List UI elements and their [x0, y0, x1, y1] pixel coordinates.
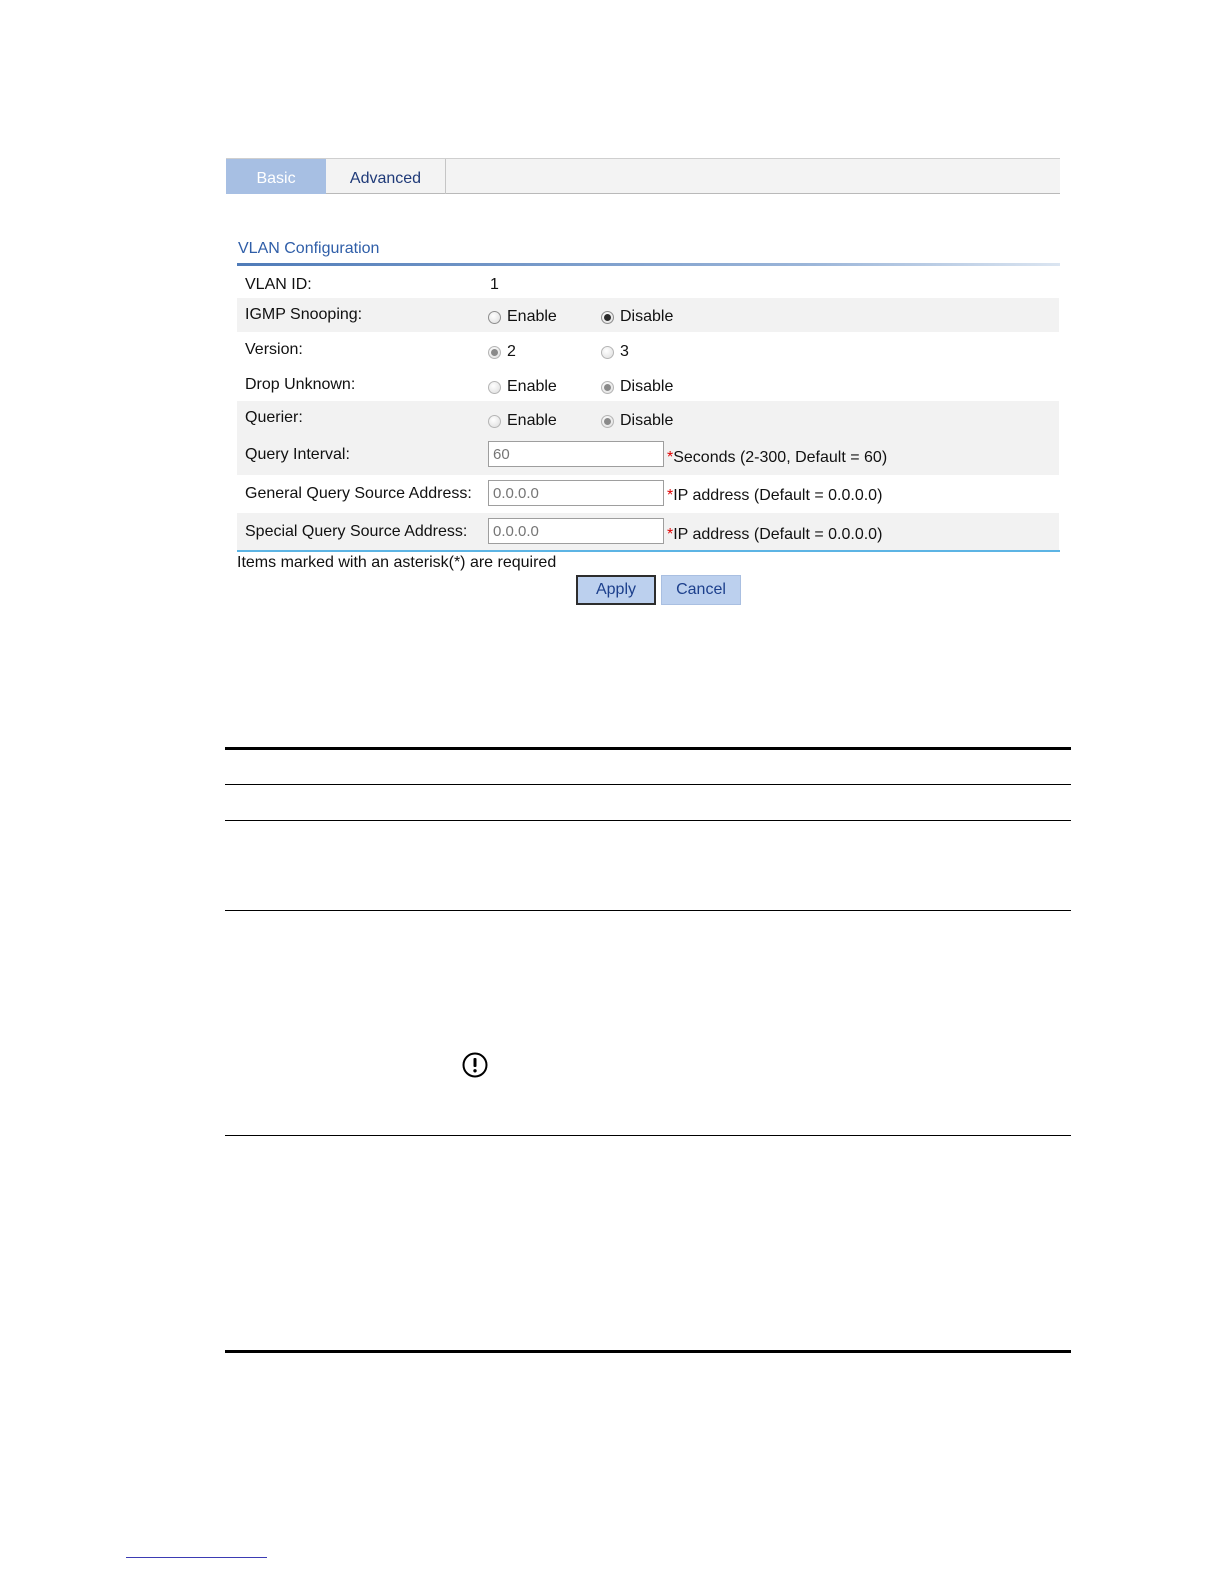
- table-top-rule: [225, 747, 1071, 750]
- row-vlan-id: [237, 268, 1059, 298]
- section-title-rule: [237, 263, 1060, 266]
- table-row-rule: [225, 910, 1071, 911]
- igmp-disable-option[interactable]: [601, 308, 673, 326]
- version-3-label: 3: [620, 343, 629, 360]
- cancel-button[interactable]: Cancel: [661, 575, 741, 605]
- required-asterisk: *: [667, 487, 674, 504]
- querier-disable-option[interactable]: [601, 412, 673, 430]
- drop-disable-radio[interactable]: [601, 381, 614, 394]
- tab-bar: [226, 158, 1060, 194]
- version-2-radio[interactable]: [488, 346, 501, 359]
- general-query-source-label: General Query Source Address:: [245, 485, 472, 502]
- igmp-disable-radio[interactable]: [601, 311, 614, 324]
- vlan-id-value: 1: [490, 276, 499, 293]
- row-version: [237, 332, 1059, 367]
- row-drop-unknown: [237, 367, 1059, 401]
- required-asterisk: *: [667, 449, 674, 466]
- required-note: Items marked with an asterisk(*) are required: [237, 554, 557, 571]
- table-row-rule: [225, 1135, 1071, 1136]
- igmp-disable-label: Disable: [620, 308, 674, 325]
- query-interval-hint: [667, 449, 887, 467]
- querier-disable-radio[interactable]: [601, 415, 614, 428]
- row-querier: [237, 401, 1059, 436]
- querier-disable-label: Disable: [620, 412, 674, 429]
- drop-unknown-label: Drop Unknown:: [245, 376, 356, 393]
- tab-basic[interactable]: Basic: [226, 159, 326, 194]
- table-header-rule: [225, 784, 1071, 785]
- drop-disable-option[interactable]: [601, 378, 673, 396]
- general-query-source-hint-text: IP address (Default = 0.0.0.0): [673, 487, 883, 504]
- querier-label: Querier:: [245, 409, 303, 426]
- general-query-source-hint: [667, 487, 882, 505]
- drop-enable-label: Enable: [507, 378, 557, 395]
- vlan-id-label: VLAN ID:: [245, 276, 312, 293]
- form-bottom-rule: [237, 550, 1060, 552]
- special-query-source-hint-text: IP address (Default = 0.0.0.0): [673, 526, 883, 543]
- footer-link-underline: [126, 1557, 267, 1558]
- query-interval-label: Query Interval:: [245, 446, 350, 463]
- special-query-source-label: Special Query Source Address:: [245, 523, 468, 540]
- version-2-label: 2: [507, 343, 516, 360]
- tab-advanced[interactable]: Advanced: [326, 159, 446, 194]
- row-special-query-source: [237, 513, 1059, 550]
- special-query-source-input[interactable]: [488, 518, 664, 544]
- querier-enable-label: Enable: [507, 412, 557, 429]
- section-title: VLAN Configuration: [238, 240, 380, 257]
- igmp-snooping-label: IGMP Snooping:: [245, 306, 363, 323]
- table-row-rule: [225, 820, 1071, 821]
- drop-enable-radio[interactable]: [488, 381, 501, 394]
- igmp-enable-option[interactable]: [488, 308, 557, 326]
- warning-circle-icon: [462, 1052, 488, 1078]
- special-query-source-hint: [667, 526, 882, 544]
- version-3-radio[interactable]: [601, 346, 614, 359]
- row-general-query-source: [237, 475, 1059, 513]
- general-query-source-input[interactable]: [488, 480, 664, 506]
- query-interval-input[interactable]: [488, 441, 664, 467]
- querier-enable-radio[interactable]: [488, 415, 501, 428]
- igmp-enable-label: Enable: [507, 308, 557, 325]
- required-asterisk: *: [667, 526, 674, 543]
- version-2-option[interactable]: [488, 343, 516, 361]
- drop-enable-option[interactable]: [488, 378, 557, 396]
- table-bottom-rule: [225, 1350, 1071, 1353]
- querier-enable-option[interactable]: [488, 412, 557, 430]
- drop-disable-label: Disable: [620, 378, 674, 395]
- row-query-interval: [237, 436, 1059, 475]
- query-interval-hint-text: Seconds (2-300, Default = 60): [673, 449, 888, 466]
- version-label: Version:: [245, 341, 303, 358]
- version-3-option[interactable]: [601, 343, 629, 361]
- row-igmp-snooping: [237, 298, 1059, 332]
- igmp-enable-radio[interactable]: [488, 311, 501, 324]
- apply-button[interactable]: Apply: [576, 575, 656, 605]
